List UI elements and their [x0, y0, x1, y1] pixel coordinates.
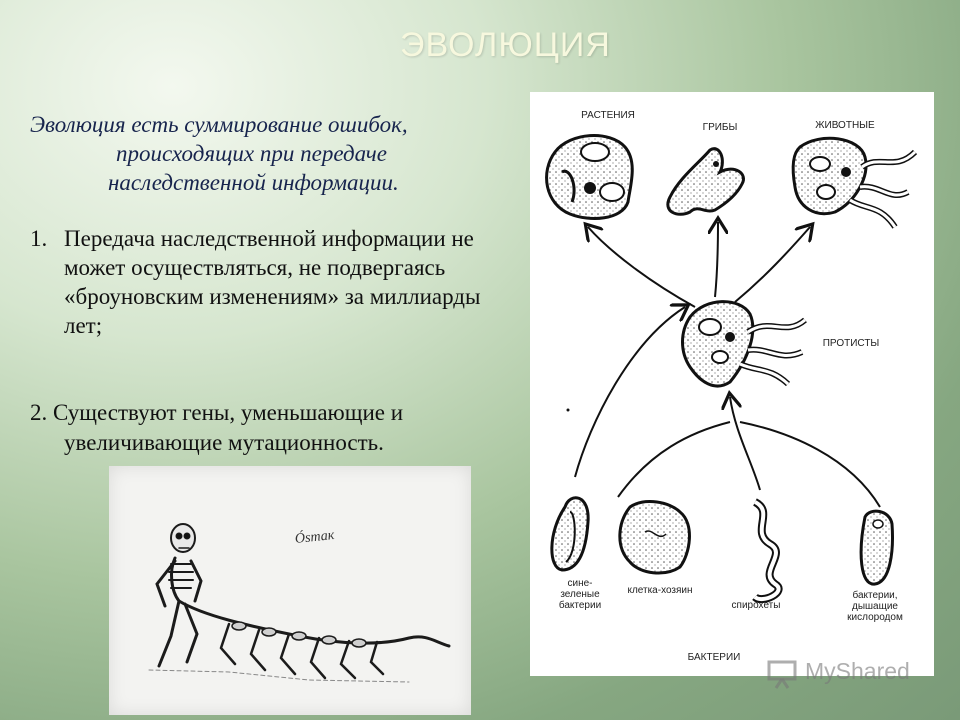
- label-fungi: ГРИБЫ: [702, 122, 738, 133]
- host-cell: [620, 502, 690, 573]
- skeleton-sketch: [109, 466, 471, 715]
- thesis-statement: [24, 110, 524, 197]
- label-protists: ПРОТИСТЫ: [822, 338, 880, 349]
- cyanobacteria-cell: [552, 498, 588, 570]
- slide-title: ЭВОЛЮЦИЯ: [400, 26, 611, 64]
- point-2-line-1: 2. Существуют гены, уменьшающие и: [30, 400, 404, 425]
- fungus-cell: [668, 149, 744, 215]
- animal-cell: [793, 138, 915, 227]
- presentation-board-icon: [765, 656, 799, 690]
- evolution-diagram: [530, 92, 934, 676]
- watermark-text: MyShared: [805, 658, 910, 684]
- arrow-from-aerobic-bacteria: [740, 422, 880, 507]
- label-aerobic-bacteria: бактерии, дышащие кислородом: [847, 590, 903, 623]
- arrow-to-animals: [735, 227, 810, 302]
- label-spirochetes: спирохеты: [731, 600, 781, 611]
- watermark: [765, 654, 935, 694]
- thesis-line-3: наследственной информации.: [108, 170, 399, 195]
- diagram-dot: [567, 409, 570, 412]
- sketch-caption: Óѕтак: [294, 527, 336, 548]
- thesis-line-1: Эволюция есть суммирование ошибок,: [30, 112, 408, 137]
- label-cyanobacteria: сине-зеленые бактерии: [558, 578, 602, 611]
- point-1-number: 1.: [30, 226, 48, 251]
- point-2: [30, 398, 520, 458]
- label-animals: ЖИВОТНЫЕ: [815, 120, 875, 131]
- label-host-cell: клетка-хозяин: [627, 585, 693, 596]
- plant-cell: [547, 136, 633, 219]
- arrow-from-cyanobacteria: [575, 307, 685, 477]
- label-bacteria: БАКТЕРИИ: [687, 652, 741, 663]
- label-plants: РАСТЕНИЯ: [581, 110, 635, 121]
- arrow-to-plants: [588, 227, 695, 307]
- thesis-line-2: происходящих при передаче: [116, 141, 387, 166]
- point-1-text: Передача наследственной информации не может осуществляться, не подвергаясь «броуновским изменениям» за миллиарды лет;: [64, 226, 481, 338]
- spirochete: [755, 502, 779, 599]
- aerobic-bacterium: [861, 511, 892, 584]
- protist-cell: [683, 302, 806, 386]
- arrow-from-host-cell: [618, 422, 730, 497]
- point-2-line-2: увеличивающие мутационность.: [64, 430, 384, 455]
- arrow-to-fungi: [715, 222, 718, 297]
- arrow-from-spirochetes: [730, 397, 760, 490]
- skeleton-drawing: [109, 466, 471, 715]
